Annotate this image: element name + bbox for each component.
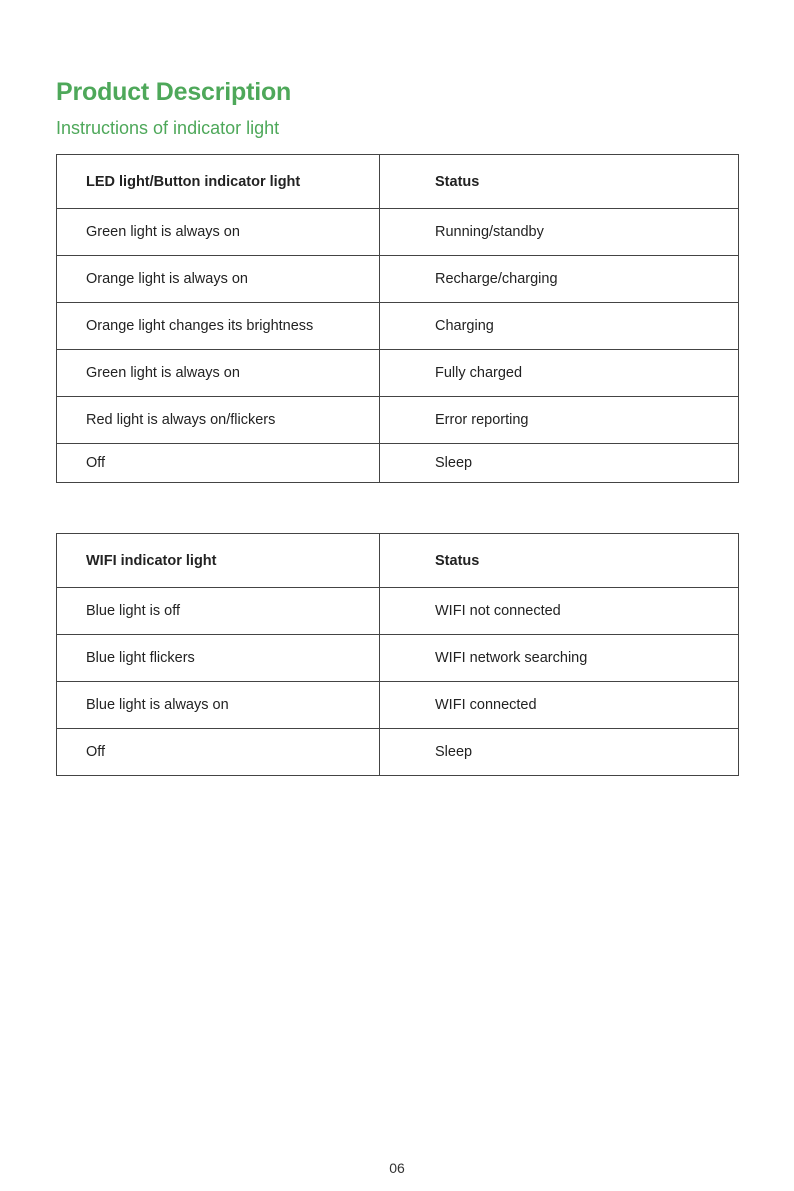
indicator-cell: Blue light flickers [57,635,380,682]
page-number: 06 [389,1160,405,1176]
table-row [57,256,739,303]
table-header-row [57,534,739,588]
table-row [57,397,739,444]
table-row [57,209,739,256]
column-header-status: Status [380,534,739,588]
status-cell: Error reporting [380,397,739,444]
page-title: Product Description [56,78,292,106]
indicator-cell: Green light is always on [57,209,380,256]
indicator-cell: Blue light is off [57,588,380,635]
table-row [57,729,739,776]
status-cell: Sleep [380,729,739,776]
table-row [57,635,739,682]
status-cell: WIFI network searching [380,635,739,682]
indicator-cell: Orange light changes its brightness [57,303,380,350]
status-cell: Recharge/charging [380,256,739,303]
led-indicator-table [56,154,739,483]
wifi-indicator-table [56,533,739,776]
table-row [57,682,739,729]
indicator-cell: Red light is always on/flickers [57,397,380,444]
column-header-indicator: WIFI indicator light [57,534,380,588]
indicator-cell: Orange light is always on [57,256,380,303]
status-cell: WIFI connected [380,682,739,729]
status-cell: Sleep [380,444,739,483]
status-cell: Charging [380,303,739,350]
status-cell: Fully charged [380,350,739,397]
table-row [57,444,739,483]
indicator-cell: Blue light is always on [57,682,380,729]
status-cell: WIFI not connected [380,588,739,635]
table-row [57,350,739,397]
table-header-row [57,155,739,209]
column-header-status: Status [380,155,739,209]
section-subtitle: Instructions of indicator light [56,118,280,138]
indicator-cell: Green light is always on [57,350,380,397]
column-header-indicator: LED light/Button indicator light [57,155,380,209]
table-row [57,588,739,635]
status-cell: Running/standby [380,209,739,256]
indicator-cell: Off [57,729,380,776]
table-row [57,303,739,350]
indicator-cell: Off [57,444,380,483]
